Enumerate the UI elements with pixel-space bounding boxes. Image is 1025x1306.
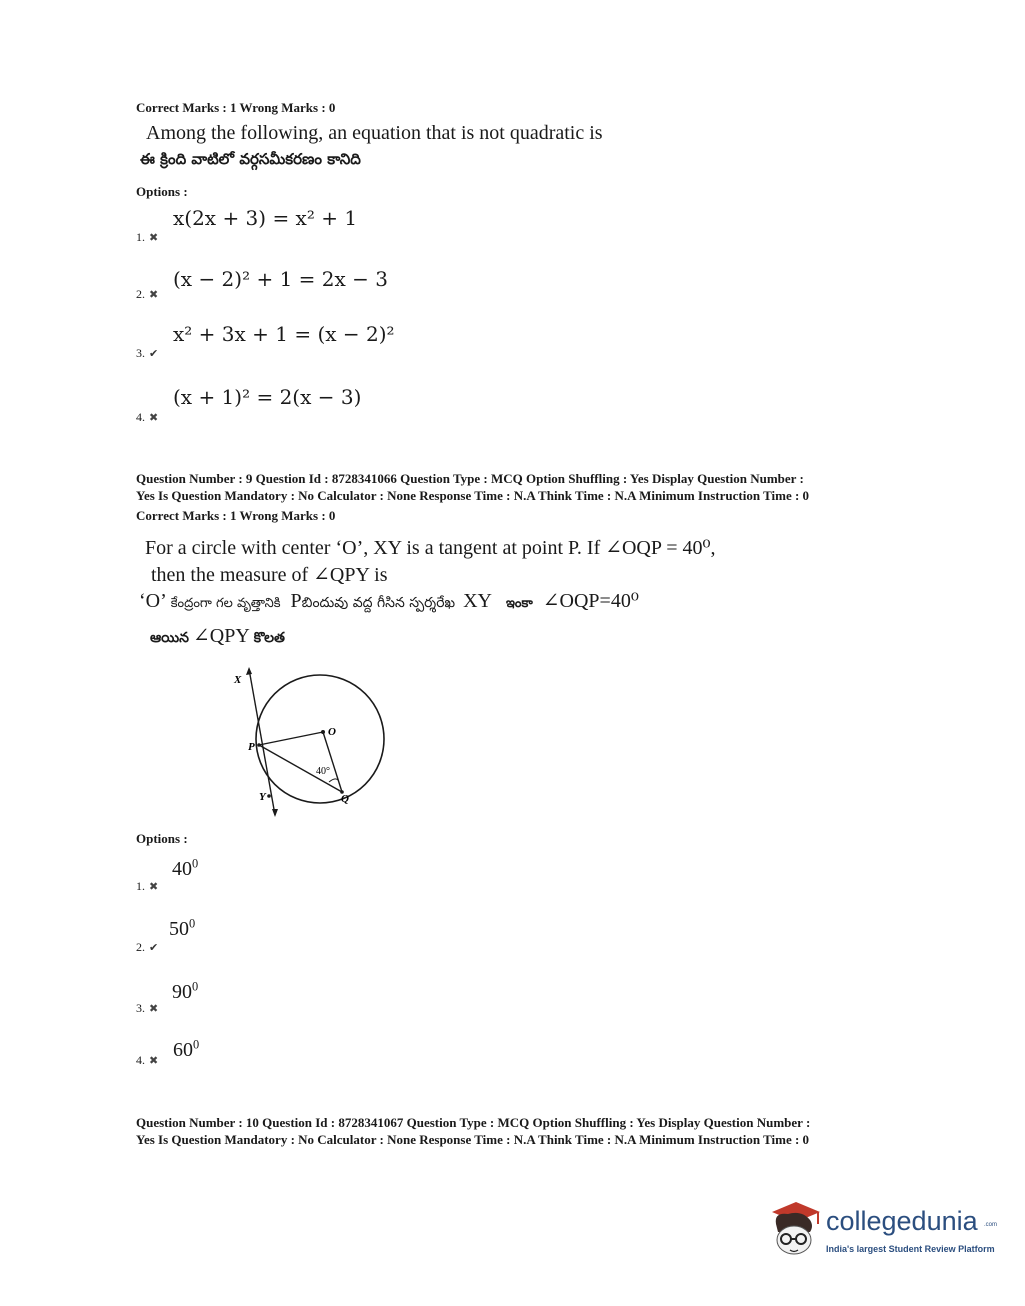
option-number: 1. [136,879,145,893]
cross-icon: ✖ [149,1055,159,1067]
q10-header-line-2: Yes Is Question Mandatory : No Calculator : None Response Time : N.A Think Time : N.A Minimum Instruction Time : 0 [136,1132,810,1147]
circle-tangent-figure [225,655,395,825]
q8-question-telugu: ఈ క్రింది వాటిలో వర్గసమీకరణం కానిది [140,150,361,168]
value: 40 [172,858,192,880]
q9-question-telugu-line-2 [150,623,285,649]
q9-marks: Correct Marks : 1 Wrong Marks : 0 [136,508,336,523]
point-y [267,794,271,798]
cross-icon: ✖ [149,232,159,244]
te-text: ‘O’ [139,590,167,612]
angle-arc [329,779,338,782]
collegedunia-logo [766,1198,996,1268]
q8-option-1[interactable] [136,228,158,246]
label-q: Q [341,793,349,805]
q9-option-4[interactable] [136,1051,158,1069]
label-x: X [234,674,242,686]
degree-sup: 0 [192,979,199,994]
cross-icon: ✖ [149,1003,159,1015]
q8-marks: Correct Marks : 1 Wrong Marks : 0 [136,100,336,115]
degree-sup: 0 [193,1037,200,1052]
option-number: 2. [136,940,145,954]
te-text: ∠QPY [193,625,250,647]
check-icon: ✔ [149,942,159,954]
q8-option-3[interactable] [136,344,158,362]
q9-option-4-value [173,1039,199,1062]
q8-option-2-equation: (x − 2)² + 1 = 2x − 3 [173,267,388,291]
q9-question-english-line-1: For a circle with center ‘O’, XY is a tangent at point P. If ∠OQP = 40⁰, [145,537,716,559]
option-number: 3. [136,1001,145,1015]
te-text: XY [463,590,492,612]
te-text: ఆయిన [150,630,190,646]
center-point [321,730,325,734]
option-number: 4. [136,410,145,424]
arrow-down-icon [272,809,278,817]
value: 90 [172,981,192,1003]
logo-domain: .com [984,1222,998,1228]
q9-question-english-line-2: then the measure of ∠QPY is [151,564,388,586]
student-mascot-icon [766,1198,824,1260]
q8-question-english: Among the following, an equation that is not quadratic is [146,122,603,144]
label-y: Y [259,791,266,803]
q8-option-2[interactable] [136,285,158,303]
q8-option-3-equation: x² + 3x + 1 = (x − 2)² [173,322,395,346]
q9-options-label: Options : [136,831,188,846]
q8-option-4[interactable] [136,408,158,426]
label-o: O [328,726,336,738]
value: 50 [169,918,189,940]
cross-icon: ✖ [149,289,159,301]
value: 60 [173,1039,193,1061]
point-p [257,743,261,747]
check-icon: ✔ [149,348,159,360]
q9-question-telugu-line-1 [139,588,639,614]
option-number: 3. [136,346,145,360]
label-angle: 40° [316,766,330,777]
option-number: 2. [136,287,145,301]
te-text: ఇంకా [505,596,533,611]
q10-header-line-1: Question Number : 10 Question Id : 8728341067 Question Type : MCQ Option Shuffling : Yes Display Question Number : [136,1115,811,1130]
q8-option-1-equation: x(2x + 3) = x² + 1 [173,206,358,230]
q9-header-line-2: Yes Is Question Mandatory : No Calculator : None Response Time : N.A Think Time : N.A Minimum Instruction Time : 0 [136,488,810,503]
q9-option-2-value [169,918,195,941]
q8-options-label: Options : [136,184,188,199]
circle [256,675,384,803]
te-text: కొలత [253,630,285,646]
q8-option-4-equation: (x + 1)² = 2(x − 3) [173,385,362,409]
segment-po [259,732,323,745]
logo-tagline: India's largest Student Review Platform [826,1244,995,1254]
logo-wordmark: collegedunia [826,1206,978,1236]
q9-option-3[interactable] [136,999,158,1017]
arrow-up-icon [246,667,252,675]
q9-option-1-value [172,858,198,881]
q9-option-1[interactable] [136,877,158,895]
degree-sup: 0 [189,916,196,931]
option-number: 4. [136,1053,145,1067]
option-number: 1. [136,230,145,244]
te-text: P [290,590,302,612]
q9-header-line-1: Question Number : 9 Question Id : 8728341066 Question Type : MCQ Option Shuffling : Yes Display Question Number : [136,471,804,486]
q9-option-2[interactable] [136,938,158,956]
q9-option-3-value [172,981,198,1004]
degree-sup: 0 [192,856,199,871]
label-p: P [248,741,255,753]
cross-icon: ✖ [149,881,159,893]
te-text: కేంద్రంగా గల వృత్తానికి [170,596,281,611]
te-text: ∠OQP=40⁰ [542,590,639,612]
cross-icon: ✖ [149,412,159,424]
te-text: బిందువు వద్ద గీసిన స్పర్శరేఖ [301,595,456,611]
